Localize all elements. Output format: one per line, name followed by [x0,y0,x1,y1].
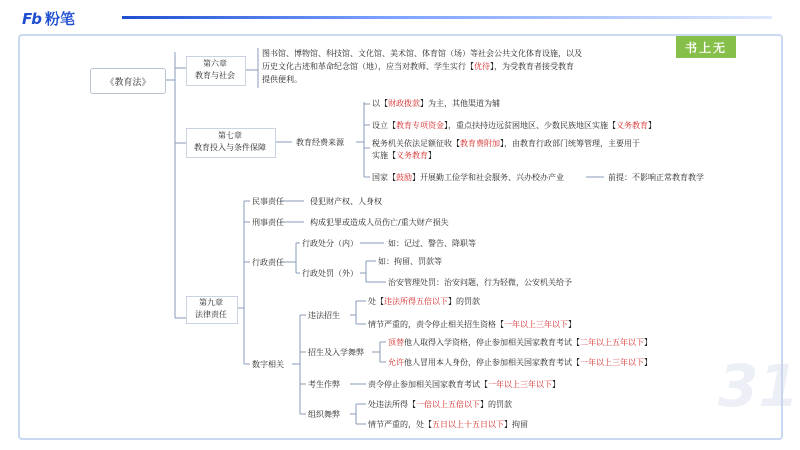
criminal-liability-text: 构成犯罪或造成人员伤亡/重大财产损失 [310,218,449,227]
chapter7-title-1: 第七章 [218,131,242,140]
criminal-liability-label: 刑事责任 [252,218,284,227]
figures-label: 数字相关 [252,360,284,369]
enroll-fraud-line1: 顶替他人取得入学资格，停止参加相关国家教育考试【二年以上五年以下】 [388,338,652,347]
admin-sanction-text: 如：记过、警告、降职等 [388,239,476,248]
admin-liability-label: 行政责任 [252,258,284,267]
chapter6-title-2: 教育与社会 [195,71,235,80]
chapter9-title-1: 第九章 [199,298,223,307]
exam-cheat-line1: 责令停止参加相关国家教育考试【一年以上三年以下】 [368,380,560,389]
enroll-fraud-label: 招生及入学舞弊 [308,348,364,357]
organize-cheat-line2: 情节严重的，处【五日以上十五日以下】拘留 [368,420,528,429]
chapter7-title-2: 教育投入与条件保障 [194,143,266,152]
root-node [90,68,166,94]
exam-cheat-label: 考生作弊 [308,380,340,389]
funding-source-branch: 教育经费来源 [296,138,344,147]
funding-item-4-premise: 前提：不影响正常教育教学 [608,173,704,182]
stamp-label: 书上无 [676,36,736,58]
chapter9-title-2: 法律责任 [195,310,227,319]
funding-item-1: 以【财政拨款】为主，其他渠道为辅 [372,99,500,108]
watermark: 31 [718,352,799,420]
chapter6-title-1: 第六章 [203,59,227,68]
admin-penalty-label: 行政处罚（外） [302,269,358,278]
funding-item-3-line2: 实施【义务教育】 [372,151,436,160]
chapter6-text-line3: 提供便利。 [262,75,302,84]
organize-cheat-label: 组织舞弊 [308,410,340,419]
logo-text: 粉笔 [44,10,75,28]
funding-item-2: 设立【教育专项资金】，重点扶持边远贫困地区、少数民族地区实施【义务教育】 [372,121,656,130]
admin-penalty-text-2: 治安管理处罚：治安问题，行为轻微，公安机关给予 [388,278,572,287]
enroll-fraud-line2: 允许他人冒用本人身份，停止参加相关国家教育考试【一年以上三年以下】 [388,358,652,367]
illegal-enroll-label: 违法招生 [308,311,340,320]
illegal-enroll-line1: 处【违法所得五倍以下】的罚款 [368,297,480,306]
funding-item-4: 国家【鼓励】开展勤工俭学和社会服务、兴办校办产业 [372,173,564,182]
root-label: 《教育法》 [105,77,151,88]
admin-penalty-text-1: 如：拘留、罚款等 [378,257,442,266]
illegal-enroll-line2: 情节严重的，责令停止相关招生资格【一年以上三年以下】 [368,320,576,329]
civil-liability-text: 侵犯财产权、人身权 [310,197,382,206]
chapter6-text-line2: 历史文化古迹和革命纪念馆（地），应当对教师、学生实行【优待】，为受教育者接受教育 [262,62,574,71]
admin-sanction-label: 行政处分（内） [302,239,358,248]
logo-mark: Fb [22,9,41,28]
funding-item-3-line1: 税务机关依法足额征收【教育费附加】，由教育行政部门统筹管理，主要用于 [372,139,640,148]
chapter6-text-line1: 图书馆、博物馆、科技馆、文化馆、美术馆、体育馆（场）等社会公共文化体育设施，以及 [262,49,582,58]
organize-cheat-line1: 处违法所得【一倍以上五倍以下】的罚款 [368,400,512,409]
civil-liability-label: 民事责任 [252,197,284,206]
